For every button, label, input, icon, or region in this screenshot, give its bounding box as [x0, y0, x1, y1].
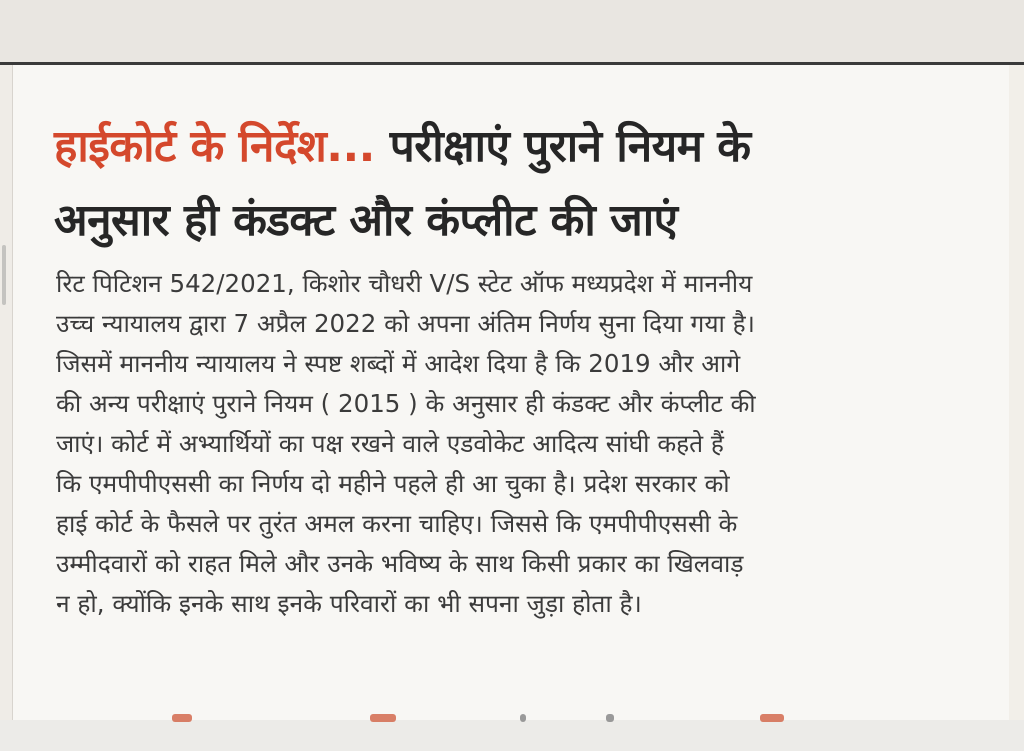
next-article-fragment — [606, 714, 614, 722]
body-line: उच्च न्यायालय द्वारा 7 अप्रैल 2022 को अपना अंतिम निर्णय सुना दिया गया है। — [56, 309, 755, 338]
top-margin — [0, 0, 1024, 62]
next-article-fragment — [172, 714, 192, 722]
article-headline — [54, 110, 1004, 258]
headline-kicker: हाईकोर्ट के निर्देश... — [54, 121, 375, 172]
right-page-edge — [1009, 65, 1024, 751]
next-article-fragment — [370, 714, 396, 722]
next-article-fragment — [520, 714, 526, 722]
body-line: रिट पिटिशन 542/2021, किशोर चौधरी V/S स्टेट ऑफ मध्यप्रदेश में माननीय — [56, 269, 753, 298]
body-line: जाएं। कोर्ट में अभ्यार्थियों का पक्ष रखने वाले एडवोकेट आदित्य सांघी कहते हैं — [56, 429, 724, 458]
left-edge-mark — [2, 245, 6, 305]
headline-line-1 — [54, 110, 1004, 184]
body-line: जिसमें माननीय न्यायालय ने स्पष्ट शब्दों में आदेश दिया है कि 2019 और आगे — [56, 349, 741, 378]
next-article-fragment — [760, 714, 784, 722]
article-body — [56, 264, 1001, 624]
body-line: न हो, क्योंकि इनके साथ इनके परिवारों का भी सपना जुड़ा होता है। — [56, 589, 642, 618]
bottom-margin — [0, 720, 1024, 751]
body-line: की अन्य परीक्षाएं पुराने नियम ( 2015 ) के अनुसार ही कंडक्ट और कंप्लीट की — [56, 389, 756, 418]
headline-line-2: अनुसार ही कंडक्ट और कंप्लीट की जाएं — [54, 195, 678, 246]
left-page-edge — [0, 65, 13, 751]
body-line: कि एमपीपीएससी का निर्णय दो महीने पहले ही आ चुका है। प्रदेश सरकार को — [56, 469, 730, 498]
body-line: उम्मीदवारों को राहत मिले और उनके भविष्य के साथ किसी प्रकार का खिलवाड़ — [56, 549, 744, 578]
body-line: हाई कोर्ट के फैसले पर तुरंत अमल करना चाहिए। जिससे कि एमपीपीएससी के — [56, 509, 738, 538]
headline-line-1-text: परीक्षाएं पुराने नियम के — [389, 121, 751, 172]
